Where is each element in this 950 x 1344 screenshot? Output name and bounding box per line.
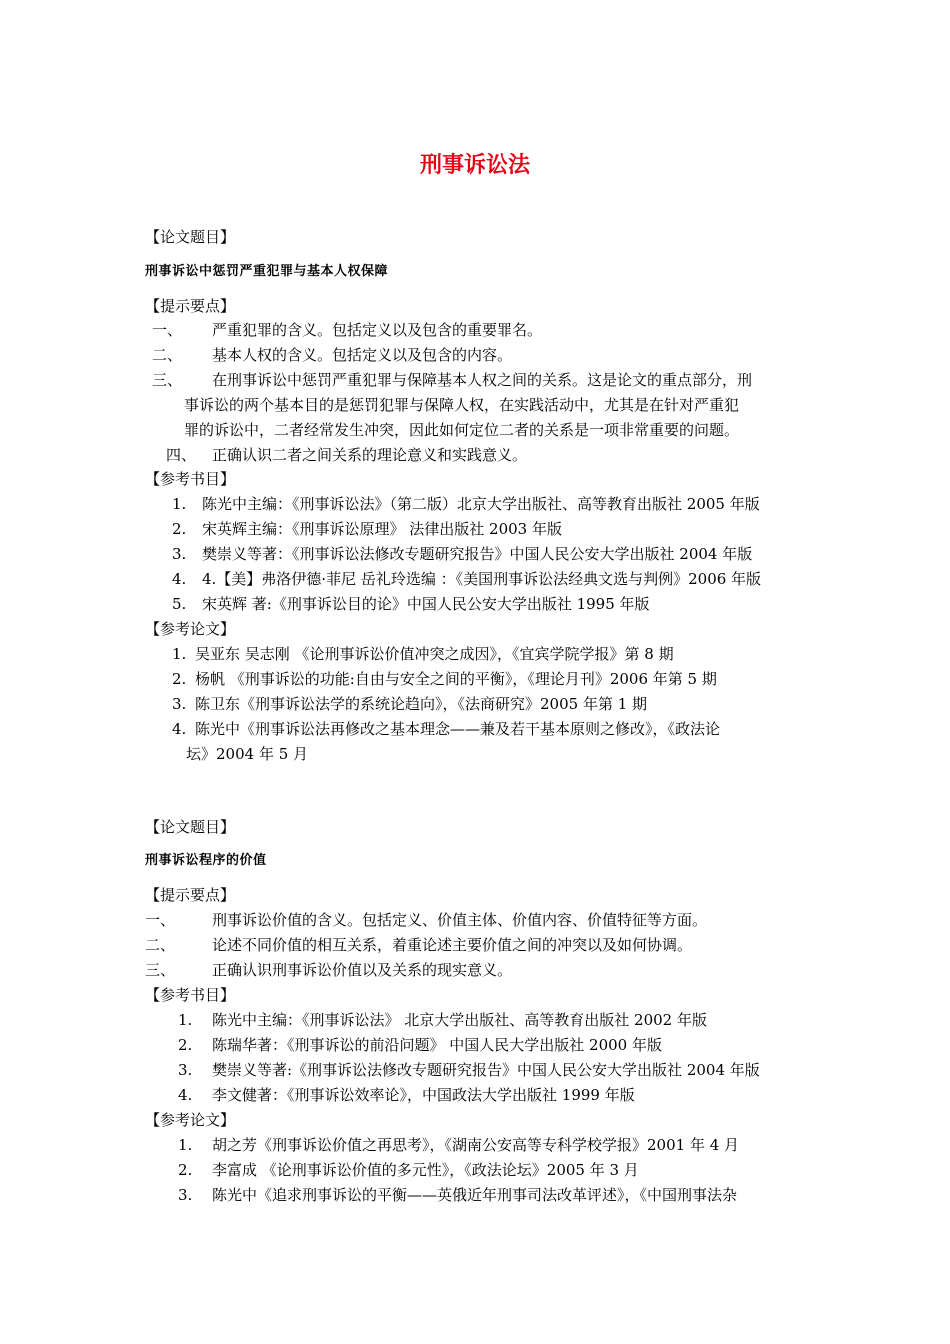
paper-number: 2. [172, 670, 187, 688]
book-entry: 陈光中主编：《刑事诉讼法》（第二版）北京大学出版社、高等教育出版社 2005 年版 [202, 495, 760, 513]
book-number: 5. [172, 595, 187, 613]
points-header: 【提示要点】 [145, 297, 236, 315]
book-entry: 陈光中主编：《刑事诉讼法》 北京大学出版社、高等教育出版社 2002 年版 [212, 1011, 707, 1029]
topic-header: 【论文题目】 [145, 228, 236, 246]
book-entry: 宋英辉 著:《刑事诉讼目的论》中国人民公安大学出版社 1995 年版 [202, 595, 650, 613]
point-number: 三、 [145, 961, 176, 979]
point-text: 基本人权的含义。包括定义以及包含的内容。 [212, 346, 513, 364]
paper-entry: 陈光中《追求刑事诉讼的平衡——英俄近年刑事司法改革评述》，《中国刑事法杂 [212, 1186, 738, 1204]
point-text: 严重犯罪的含义。包括定义以及包含的重要罪名。 [212, 321, 543, 339]
point-text: 正确认识二者之间关系的理论意义和实践意义。 [212, 446, 528, 464]
paper-entry: 陈卫东《刑事诉讼法学的系统论趋向》，《法商研究》2005 年第 1 期 [195, 695, 648, 713]
book-number: 1. [178, 1011, 193, 1029]
point-text-cont: 事诉讼的两个基本目的是惩罚犯罪与保障人权，在实践活动中，尤其是在针对严重犯 [184, 396, 740, 414]
book-entry: 宋英辉主编：《刑事诉讼原理》 法律出版社 2003 年版 [202, 520, 562, 538]
point-number: 四、 [166, 446, 197, 464]
book-number: 3. [178, 1061, 193, 1079]
point-text: 论述不同价值的相互关系，着重论述主要价值之间的冲突以及如何协调。 [212, 936, 693, 954]
book-entry: 樊崇义等著:《刑事诉讼法修改专题研究报告》中国人民公安大学出版社 2004 年版 [212, 1061, 760, 1079]
paper-entry: 李富成 《论刑事诉讼价值的多元性》，《政法论坛》2005 年 3 月 [212, 1161, 639, 1179]
book-entry: 樊崇义等著：《刑事诉讼法修改专题研究报告》中国人民公安大学出版社 2004 年版 [202, 545, 753, 563]
point-number: 一、 [152, 321, 183, 339]
point-number: 二、 [152, 346, 183, 364]
point-text: 刑事诉讼价值的含义。包括定义、价值主体、价值内容、价值特征等方面。 [212, 911, 708, 929]
paper-entry: 胡之芳《刑事诉讼价值之再思考》，《湖南公安高等专科学校学报》2001 年 4 月 [212, 1136, 740, 1154]
paper-entry: 吴亚东 吴志刚 《论刑事诉讼价值冲突之成因》，《宜宾学院学报》第 8 期 [195, 645, 674, 663]
book-number: 4. [172, 570, 187, 588]
book-entry: 4.【美】弗洛伊德·菲尼 岳礼玲选编 ：《美国刑事诉讼法经典文选与判例》2006 年版 [202, 570, 762, 588]
point-text-cont: 罪的诉讼中，二者经常发生冲突，因此如何定位二者的关系是一项非常重要的问题。 [184, 421, 740, 439]
paper-entry: 陈光中《刑事诉讼法再修改之基本理念——兼及若干基本原则之修改》，《政法论 [195, 720, 721, 738]
paper-entry-cont: 坛》2004 年 5 月 [186, 745, 309, 763]
paper-entry: 杨帆 《刑事诉讼的功能:自由与安全之间的平衡》，《理论月刊》2006 年第 5 期 [195, 670, 717, 688]
book-number: 2. [178, 1036, 193, 1054]
book-number: 1. [172, 495, 187, 513]
books-header: 【参考书目】 [145, 470, 236, 488]
paper-number: 3. [172, 695, 187, 713]
paper-number: 1. [172, 645, 187, 663]
book-number: 2. [172, 520, 187, 538]
book-number: 4. [178, 1086, 193, 1104]
paper-number: 4. [172, 720, 187, 738]
page-title: 刑事诉讼法 [419, 153, 530, 178]
papers-header: 【参考论文】 [145, 620, 236, 638]
paper-topic: 刑事诉讼程序的价值 [145, 853, 267, 868]
paper-topic: 刑事诉讼中惩罚严重犯罪与基本人权保障 [145, 264, 389, 279]
point-number: 三、 [152, 371, 183, 389]
point-number: 二、 [145, 936, 176, 954]
book-entry: 李文健著：《刑事诉讼效率论》，中国政法大学出版社 1999 年版 [212, 1086, 635, 1104]
point-number: 一、 [145, 911, 176, 929]
paper-number: 1. [178, 1136, 193, 1154]
points-header: 【提示要点】 [145, 886, 236, 904]
topic-header: 【论文题目】 [145, 818, 236, 836]
book-number: 3. [172, 545, 187, 563]
point-text: 在刑事诉讼中惩罚严重犯罪与保障基本人权之间的关系。这是论文的重点部分，刑 [212, 371, 753, 389]
book-entry: 陈瑞华著：《刑事诉讼的前沿问题》 中国人民大学出版社 2000 年版 [212, 1036, 662, 1054]
papers-header: 【参考论文】 [145, 1111, 236, 1129]
books-header: 【参考书目】 [145, 986, 236, 1004]
paper-number: 2. [178, 1161, 193, 1179]
paper-number: 3. [178, 1186, 193, 1204]
point-text: 正确认识刑事诉讼价值以及关系的现实意义。 [212, 961, 513, 979]
